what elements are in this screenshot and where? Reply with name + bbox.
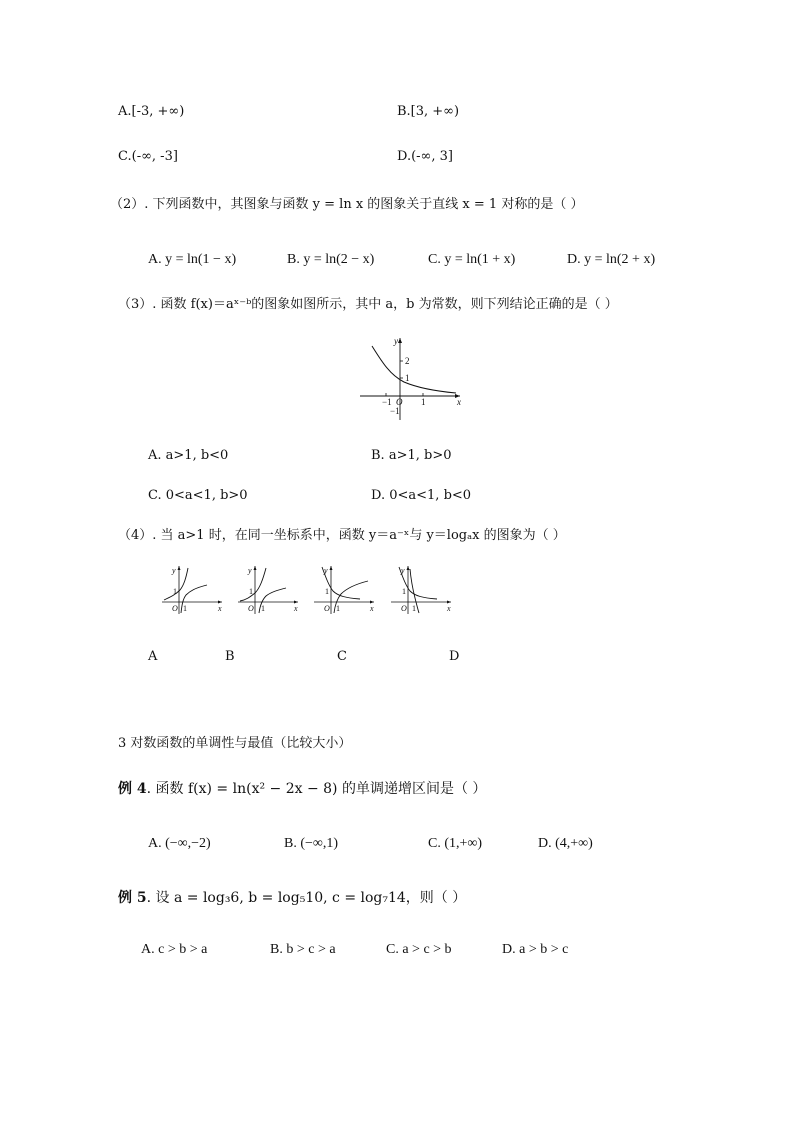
q1-option-c: C.(-∞, -3]: [118, 149, 178, 164]
q4-graph-a-tick-x1: 1: [183, 604, 187, 613]
q3-option-a: A. a>1, b<0: [148, 448, 229, 463]
ex4-option-b: B. (−∞,1): [284, 836, 339, 851]
ex5-option-b: B. b > c > a: [270, 942, 336, 957]
q3-stem: （3）. 函数 f(x)＝aˣ⁻ᵇ的图象如图所示，其中 a，b 为常数，则下列结论正确的是（ ）: [118, 297, 618, 312]
ex4-option-d: D. (4,+∞): [538, 836, 593, 851]
q3-tick-y-neg1: −1: [390, 406, 400, 416]
ex5-stem-line: [118, 890, 466, 906]
ex5-label: 例 5: [118, 890, 147, 906]
q4-graph-b-tick-1: 1: [249, 587, 253, 596]
q1-option-b: B.[3, +∞): [397, 104, 460, 119]
q4-graph-d-y-label: y: [401, 566, 405, 575]
ex5-stem: . 设 a = log₃6, b = log₅10, c = log₇14，则（ ）: [146, 890, 467, 906]
q1-option-a: A.[-3, +∞): [118, 104, 185, 119]
q4-stem: （4）. 当 a>1 时，在同一坐标系中，函数 y＝a⁻ˣ与 y＝logₐx 的图象为（ ）: [118, 528, 566, 543]
q2-option-b: B. y = ln(2 − x): [287, 252, 375, 267]
q4-label-c: C: [337, 649, 347, 664]
q4-label-d: D: [449, 649, 460, 664]
q3-tick-y-2: 2: [405, 356, 410, 366]
q4-graph-a-tick-1: 1: [173, 587, 177, 596]
q2-stem: （2）. 下列函数中，其图象与函数 y = ln x 的图象关于直线 x = 1 对称的是（ ）: [110, 197, 584, 212]
q4-label-b: B: [225, 649, 235, 664]
q2-option-c: C. y = ln(1 + x): [428, 252, 516, 267]
q3-option-c: C. 0<a<1, b>0: [148, 488, 248, 503]
q3-graph: [360, 334, 466, 420]
q4-graph-d-origin: O: [401, 604, 407, 613]
q3-origin-label: O: [396, 397, 403, 407]
q3-tick-x-neg1: −1: [382, 397, 392, 407]
q4-graph-a-y-label: y: [172, 566, 176, 575]
q4-graph-c-tick-x1: 1: [336, 604, 340, 613]
q4-graph-d: [391, 564, 455, 614]
ex4-label: 例 4: [118, 781, 147, 797]
q1-option-d: D.(-∞, 3]: [397, 149, 453, 164]
q3-option-d: D. 0<a<1, b<0: [371, 488, 472, 503]
q4-graph-b: [238, 564, 302, 614]
q4-graph-d-tick-1: 1: [402, 587, 406, 596]
ex4-stem-line: [118, 781, 486, 797]
q4-graph-b-x-label: x: [294, 604, 298, 613]
q4-graph-d-x-label: x: [447, 604, 451, 613]
q3-axis-y-label: y: [394, 336, 398, 346]
q4-graph-a-origin: O: [172, 604, 178, 613]
q4-graph-c-tick-1: 1: [325, 587, 329, 596]
q4-graph-c-x-label: x: [370, 604, 374, 613]
q4-graph-c-y-label: y: [324, 566, 328, 575]
q2-option-a: A. y = ln(1 − x): [148, 252, 237, 267]
q4-graph-c: [314, 564, 378, 614]
ex4-stem: . 函数 f(x) = ln(x² − 2x − 8) 的单调递增区间是（ ）: [146, 781, 487, 797]
q4-label-a: A: [148, 649, 158, 664]
ex4-option-c: C. (1,+∞): [428, 836, 483, 851]
section-3-title: 3 对数函数的单调性与最值（比较大小）: [118, 736, 352, 751]
q4-graph-a: [162, 564, 226, 614]
q3-axis-x-label: x: [457, 397, 461, 407]
ex5-option-d: D. a > b > c: [502, 942, 569, 957]
q4-graph-c-origin: O: [324, 604, 330, 613]
q4-graph-a-x-label: x: [218, 604, 222, 613]
q4-graph-b-tick-x1: 1: [261, 604, 265, 613]
ex5-option-a: A. c > b > a: [141, 942, 208, 957]
q4-graph-b-y-label: y: [248, 566, 252, 575]
ex5-option-c: C. a > c > b: [386, 942, 452, 957]
q4-graph-d-tick-x1: 1: [412, 604, 416, 613]
q3-tick-x-1: 1: [421, 397, 426, 407]
q3-option-b: B. a>1, b>0: [371, 448, 452, 463]
q4-graph-b-origin: O: [248, 604, 254, 613]
q3-tick-y-1: 1: [405, 373, 410, 383]
q2-option-d: D. y = ln(2 + x): [567, 252, 656, 267]
ex4-option-a: A. (−∞,−2): [148, 836, 211, 851]
